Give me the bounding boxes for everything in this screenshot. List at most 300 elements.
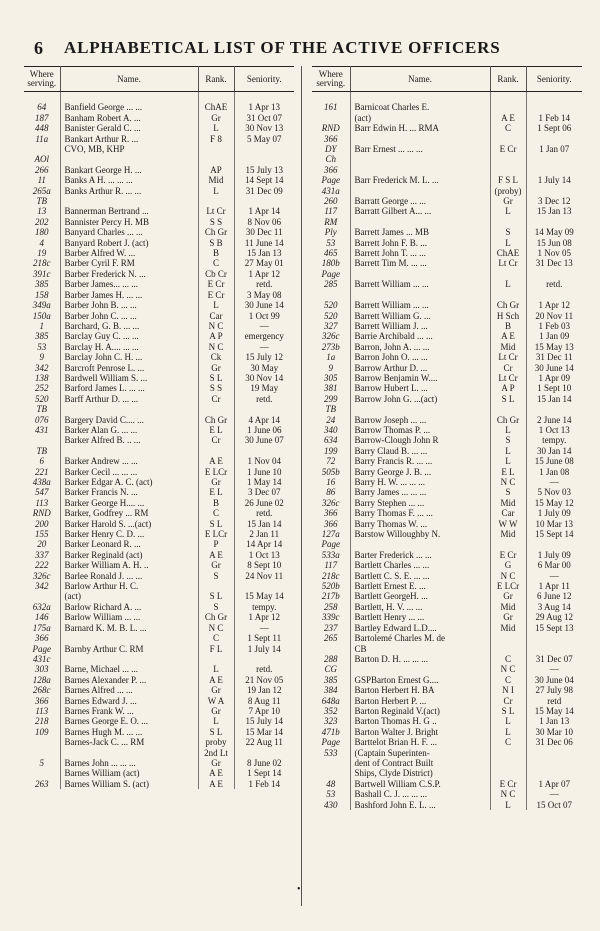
officer-row xyxy=(312,269,582,279)
officer-name-cell: Barnes Edward J. ... xyxy=(60,696,198,706)
seniority-cell xyxy=(526,404,582,414)
where-serving-cell: 431a xyxy=(312,186,350,196)
seniority-cell: 30 June 14 xyxy=(244,300,284,311)
rank-cell: Mid xyxy=(490,342,526,352)
rank-cell: A E xyxy=(490,331,526,341)
rank-cell: B xyxy=(490,321,526,331)
officer-name-cell: Barttelot Brian H. F. ... xyxy=(350,737,490,747)
where-serving-cell: 533a xyxy=(312,550,350,560)
officer-row xyxy=(312,238,582,248)
rank-cell: E L xyxy=(198,487,234,497)
officer-row xyxy=(312,789,582,799)
where-serving-cell: 533 xyxy=(312,748,350,758)
officer-name-cell: Bannerman Bertrand ... xyxy=(60,206,198,216)
officer-name-cell: Barry James ... ... ... xyxy=(350,487,490,497)
officer-name-cell: Banyard Charles ... ... xyxy=(60,227,198,237)
rank-cell xyxy=(490,644,526,654)
where-serving-cell: 326c xyxy=(24,571,60,581)
where-serving-cell: 53 xyxy=(24,342,60,352)
rank-cell: C xyxy=(198,508,234,518)
officer-name-cell: Barrow Hubert L. ... xyxy=(350,383,490,393)
officer-row xyxy=(312,581,582,591)
officer-name-cell: Barrow John G. ...(act) xyxy=(350,394,490,404)
officer-name-cell: Barry Claud B. ... ... xyxy=(350,446,490,456)
officer-row xyxy=(312,654,582,664)
officer-name-cell: Banister Gerald C. ... xyxy=(60,123,198,133)
rank-cell xyxy=(198,581,234,591)
rank-cell: F S L xyxy=(490,175,526,185)
officer-row xyxy=(312,102,582,112)
officer-name-cell: Barker George H.... ... xyxy=(60,498,198,508)
seniority-cell: 5 Nov 03 xyxy=(537,487,571,498)
rank-cell: S xyxy=(490,487,526,497)
seniority-cell: 15 Jan 13 xyxy=(247,248,282,259)
officer-row xyxy=(24,217,294,227)
where-serving-cell: Page xyxy=(312,269,350,279)
seniority-cell: 30 Nov 13 xyxy=(245,123,284,134)
officers-list-left xyxy=(24,92,294,790)
seniority-cell: 15 May 13 xyxy=(534,341,574,352)
left-column xyxy=(24,66,294,789)
rank-cell: Gr xyxy=(198,706,234,716)
rank-cell: S L xyxy=(490,394,526,404)
officer-row xyxy=(312,248,582,258)
officer-name-cell: Barter Frederick ... ... xyxy=(350,550,490,560)
where-serving-cell: 180 xyxy=(24,227,60,237)
rank-cell: Lt Cr xyxy=(490,373,526,383)
officer-name-cell: Barrett William J. ... xyxy=(350,321,490,331)
where-serving-cell: 520 xyxy=(312,311,350,321)
rank-cell: N C xyxy=(198,342,234,352)
rank-cell: Ch Gr xyxy=(198,227,234,237)
rank-cell: Cb Cr xyxy=(198,269,234,279)
officer-row xyxy=(24,591,294,601)
seniority-cell: 30 June 04 xyxy=(534,674,574,685)
rank-cell: A E xyxy=(198,768,234,778)
officer-name-cell: Banyard Robert J. (act) xyxy=(60,238,198,248)
officer-row xyxy=(312,311,582,321)
where-serving-cell: 448 xyxy=(24,123,60,133)
officer-row xyxy=(24,342,294,352)
where-serving-cell: 48 xyxy=(312,779,350,789)
officer-name-cell: Barrett John T. ... ... xyxy=(350,248,490,258)
officer-name-cell: Barton Herbert H. BA xyxy=(350,685,490,695)
rank-cell: S xyxy=(490,227,526,237)
officer-row xyxy=(312,134,582,144)
officer-name-cell xyxy=(350,134,490,144)
officer-row xyxy=(24,685,294,695)
where-serving-cell: TB xyxy=(312,404,350,414)
where-serving-cell: AOl xyxy=(24,154,60,164)
rank-cell xyxy=(490,134,526,144)
where-serving-cell: 632a xyxy=(24,602,60,612)
officer-name-cell: Banks A H. ... ... ... xyxy=(60,175,198,185)
officer-name-cell: Barr Ernest ... ... ... xyxy=(350,144,490,154)
seniority-cell: 31 Dec 09 xyxy=(245,185,283,196)
officer-row xyxy=(312,539,582,549)
rank-cell: Cr xyxy=(490,363,526,373)
where-serving-cell: 218 xyxy=(24,716,60,726)
seniority-cell: retd. xyxy=(256,279,273,290)
where-serving-cell: 117 xyxy=(312,206,350,216)
seniority-cell: — xyxy=(259,622,269,633)
rank-cell: S L xyxy=(198,373,234,383)
rank-cell: L xyxy=(198,664,234,674)
seniority-cell: retd. xyxy=(256,664,273,675)
seniority-cell xyxy=(526,269,582,279)
where-serving-cell: 342 xyxy=(24,363,60,373)
rank-cell: G xyxy=(490,560,526,570)
officer-name-cell: Barrow Thomas P. ... xyxy=(350,425,490,435)
seniority-cell: 1 Feb 14 xyxy=(248,778,280,789)
officer-name-cell xyxy=(60,196,198,206)
seniority-cell: 7 Apr 10 xyxy=(248,705,280,716)
officer-row xyxy=(24,331,294,341)
officer-name-cell: Bankart Arthur R. ... xyxy=(60,134,198,144)
officer-row xyxy=(24,758,294,768)
rank-cell xyxy=(490,154,526,164)
seniority-cell: 15 Oct 07 xyxy=(536,799,572,810)
officer-name-cell xyxy=(350,664,490,674)
where-serving-cell: 299 xyxy=(312,394,350,404)
officer-row xyxy=(312,383,582,393)
officer-row xyxy=(24,779,294,789)
officer-row xyxy=(312,477,582,487)
officer-name-cell: Barnes-Jack C. ... RM xyxy=(60,737,198,747)
seniority-cell: tempy. xyxy=(252,601,277,612)
officer-row xyxy=(24,727,294,737)
rank-cell: B xyxy=(198,498,234,508)
header-name: Name. xyxy=(60,67,198,92)
rank-cell: C xyxy=(490,123,526,133)
rank-cell: Mid xyxy=(490,602,526,612)
rank-cell: L xyxy=(490,425,526,435)
seniority-cell: 15 July 14 xyxy=(245,716,283,727)
officer-row xyxy=(24,134,294,144)
officer-row xyxy=(24,373,294,383)
officer-name-cell: Barker Andrew ... ... xyxy=(60,456,198,466)
where-serving-cell xyxy=(24,748,60,758)
officer-name-cell: Bannister Percy H. MB xyxy=(60,217,198,227)
seniority-cell: 31 Dec 07 xyxy=(535,653,573,664)
where-serving-cell: 199 xyxy=(312,446,350,456)
where-serving-cell: 340 xyxy=(312,425,350,435)
right-column xyxy=(312,66,582,810)
officer-row xyxy=(312,612,582,622)
where-serving-cell: RM xyxy=(312,217,350,227)
seniority-cell: 15 Jan 14 xyxy=(537,393,572,404)
rank-cell: E Cr xyxy=(490,550,526,560)
rank-cell: F 8 xyxy=(198,134,234,144)
rank-cell xyxy=(490,217,526,227)
rank-cell: Lt Cr xyxy=(490,258,526,268)
officer-name-cell: Barlow William ... ... xyxy=(60,612,198,622)
officers-table-right xyxy=(312,66,582,810)
where-serving-cell: RND xyxy=(24,508,60,518)
rank-cell: Mid xyxy=(490,623,526,633)
rank-cell: B xyxy=(198,248,234,258)
rank-cell: L xyxy=(490,456,526,466)
officer-row xyxy=(24,519,294,529)
rank-cell: Lt Cr xyxy=(490,352,526,362)
officer-name-cell: (act) xyxy=(60,591,198,601)
rank-cell: Ch Gr xyxy=(490,300,526,310)
officer-name-cell: Barton D. H. ... ... ... xyxy=(350,654,490,664)
where-serving-cell xyxy=(24,768,60,778)
officer-row xyxy=(312,602,582,612)
where-serving-cell: Ch xyxy=(312,154,350,164)
officer-name-cell: Barlow Richard A. ... xyxy=(60,602,198,612)
officer-row xyxy=(312,508,582,518)
seniority-cell: 1 Jan 07 xyxy=(539,144,570,155)
officer-name-cell: Bashall C. J. ... ... ... xyxy=(350,789,490,799)
seniority-cell: 1 Nov 04 xyxy=(247,456,281,467)
seniority-cell: 30 June 14 xyxy=(534,362,574,373)
rank-cell: A P xyxy=(198,331,234,341)
officer-row xyxy=(312,633,582,643)
officer-name-cell: Barnes William (act) xyxy=(60,768,198,778)
seniority-cell: — xyxy=(549,789,559,800)
officer-name-cell: Barron, John A. ... ... xyxy=(350,342,490,352)
officer-name-cell: Barber Cyril F. RM xyxy=(60,258,198,268)
rank-cell: L xyxy=(198,300,234,310)
officer-row xyxy=(312,737,582,747)
rank-cell: Car xyxy=(198,311,234,321)
seniority-cell xyxy=(526,539,582,549)
seniority-cell: 1 July 14 xyxy=(247,643,281,654)
officer-row xyxy=(312,279,582,289)
header-seniority: Seniority. xyxy=(526,67,582,92)
seniority-cell: 15 May 12 xyxy=(534,497,574,508)
rank-cell: N C xyxy=(198,623,234,633)
rank-cell xyxy=(490,768,526,778)
seniority-cell: 8 Sept 10 xyxy=(247,560,282,571)
seniority-cell: 15 Jun 08 xyxy=(536,237,572,248)
where-serving-cell: 9 xyxy=(312,363,350,373)
rank-cell: N C xyxy=(198,321,234,331)
officer-name-cell: Barclay Guy C. ... ... xyxy=(60,331,198,341)
seniority-cell: 3 Aug 14 xyxy=(537,601,571,612)
seniority-cell xyxy=(234,581,294,591)
seniority-cell: 1 Apr 14 xyxy=(248,206,280,217)
seniority-cell: 1 Apr 12 xyxy=(248,268,280,279)
rank-cell: ChAE xyxy=(198,102,234,112)
where-serving-cell xyxy=(312,644,350,654)
where-serving-cell: 337 xyxy=(24,550,60,560)
officer-name-cell: Barclay H. A.... ... ... xyxy=(60,342,198,352)
officer-name-cell: Barker Alan G. ... ... xyxy=(60,425,198,435)
officer-name-cell: Barford James L. ... ... xyxy=(60,383,198,393)
seniority-cell xyxy=(526,748,582,758)
where-serving-cell: 222 xyxy=(24,560,60,570)
officer-name-cell: Barry Thomas W. ... xyxy=(350,519,490,529)
rank-cell xyxy=(490,92,526,103)
where-serving-cell: 86 xyxy=(312,487,350,497)
seniority-cell: 1 May 14 xyxy=(247,477,282,488)
rank-cell xyxy=(490,633,526,643)
officer-name-cell: Barnes Alexander P. ... xyxy=(60,675,198,685)
rank-cell: E LCr xyxy=(198,467,234,477)
where-serving-cell: 431 xyxy=(24,425,60,435)
where-serving-cell: 180b xyxy=(312,258,350,268)
officer-name-cell: Barker, Godfrey ... RM xyxy=(60,508,198,518)
rank-cell: Cr xyxy=(198,435,234,445)
officer-row xyxy=(24,154,294,164)
where-serving-cell: Page xyxy=(24,644,60,654)
rank-cell: Gr xyxy=(198,758,234,768)
where-serving-cell: 161 xyxy=(312,102,350,112)
officer-row xyxy=(312,768,582,778)
where-serving-cell: 221 xyxy=(24,467,60,477)
seniority-cell: 1 Apr 12 xyxy=(248,612,280,623)
seniority-cell xyxy=(234,92,294,103)
officer-name-cell: Barrow Benjamin W.... xyxy=(350,373,490,383)
seniority-cell xyxy=(526,644,582,654)
rank-cell: W W xyxy=(490,519,526,529)
officer-name-cell: Bartwell William C.S.P. xyxy=(350,779,490,789)
officer-row xyxy=(24,311,294,321)
rank-cell: Cr xyxy=(198,394,234,404)
officer-name-cell: Barker Leonard R. ... xyxy=(60,539,198,549)
officer-row xyxy=(312,227,582,237)
officer-row xyxy=(312,415,582,425)
seniority-cell: 1 Jan 09 xyxy=(539,331,570,342)
where-serving-cell: 11 xyxy=(24,175,60,185)
rank-cell: C xyxy=(198,633,234,643)
where-serving-cell: 323 xyxy=(312,716,350,726)
rank-cell: A E xyxy=(198,675,234,685)
rank-cell: Gr xyxy=(490,196,526,206)
where-serving-cell: 237 xyxy=(312,623,350,633)
rank-cell xyxy=(490,269,526,279)
officer-row xyxy=(312,758,582,768)
where-serving-cell: 6 xyxy=(24,456,60,466)
rank-cell: E L xyxy=(490,467,526,477)
rank-cell: Ck xyxy=(198,352,234,362)
officer-row xyxy=(312,467,582,477)
officer-row xyxy=(312,706,582,716)
where-serving-cell: 366 xyxy=(24,696,60,706)
officer-row xyxy=(312,435,582,445)
rank-cell: S xyxy=(490,435,526,445)
where-serving-cell: 285 xyxy=(312,279,350,289)
officer-name-cell: Barrow Arthur D. ... xyxy=(350,363,490,373)
header-where-serving: Where serving. xyxy=(24,67,60,92)
officer-row xyxy=(312,300,582,310)
seniority-cell xyxy=(526,165,582,175)
column-divider xyxy=(301,66,302,906)
officer-name-cell: Barnicoat Charles E. xyxy=(350,102,490,112)
rank-cell: L xyxy=(198,186,234,196)
where-serving-cell: 187 xyxy=(24,113,60,123)
officer-row xyxy=(24,175,294,185)
officer-row xyxy=(312,779,582,789)
rank-cell: ChAE xyxy=(490,248,526,258)
rank-cell: Gr xyxy=(198,685,234,695)
seniority-cell: 15 Jan 14 xyxy=(247,518,282,529)
officer-name-cell: Bartlett C. S. E. ... ... xyxy=(350,571,490,581)
officer-row xyxy=(24,238,294,248)
rank-cell: L xyxy=(198,716,234,726)
where-serving-cell: 520 xyxy=(312,300,350,310)
rank-cell: A E xyxy=(198,456,234,466)
where-serving-cell: 53 xyxy=(312,238,350,248)
officer-row xyxy=(24,737,294,747)
where-serving-cell xyxy=(24,144,60,154)
where-serving-cell: 202 xyxy=(24,217,60,227)
rank-cell: C xyxy=(490,737,526,747)
officer-name-cell: Barker Harold S. ...(act) xyxy=(60,519,198,529)
rank-cell: Ch Gr xyxy=(198,415,234,425)
seniority-cell xyxy=(526,134,582,144)
officer-row xyxy=(312,321,582,331)
officer-row xyxy=(24,612,294,622)
where-serving-cell: 127a xyxy=(312,529,350,539)
officer-name-cell: Barnby Arthur C. RM xyxy=(60,644,198,654)
officer-row xyxy=(312,425,582,435)
officer-row xyxy=(312,373,582,383)
officer-row xyxy=(24,258,294,268)
officer-row xyxy=(312,217,582,227)
seniority-cell: tempy. xyxy=(542,435,567,446)
officer-name-cell: Barber Frederick N. ... xyxy=(60,269,198,279)
seniority-cell: 30 June 07 xyxy=(244,435,284,446)
seniority-cell: 31 Dec 06 xyxy=(535,737,573,748)
seniority-cell: 1 Apr 13 xyxy=(248,102,280,113)
where-serving-cell: 505b xyxy=(312,467,350,477)
where-serving-cell: 431c xyxy=(24,654,60,664)
officer-name-cell: Barnes Frank W. ... xyxy=(60,706,198,716)
seniority-cell: 3 Dec 07 xyxy=(248,487,281,498)
where-serving-cell: 391c xyxy=(24,269,60,279)
header-rank: Rank. xyxy=(490,67,526,92)
seniority-cell xyxy=(526,758,582,768)
seniority-cell: 22 Aug 11 xyxy=(245,737,283,748)
seniority-cell: 19 Jan 12 xyxy=(247,685,282,696)
seniority-cell: 30 May xyxy=(250,362,279,373)
rank-cell: 2nd Lt xyxy=(198,748,234,758)
where-serving-cell: 381 xyxy=(312,383,350,393)
where-serving-cell: TB xyxy=(24,196,60,206)
seniority-cell xyxy=(526,290,582,300)
seniority-cell: 6 Mar 00 xyxy=(537,560,571,571)
rank-cell: Mid xyxy=(490,498,526,508)
rank-cell: A E xyxy=(490,113,526,123)
officer-name-cell: CB xyxy=(350,644,490,654)
officer-row xyxy=(24,363,294,373)
seniority-cell xyxy=(526,186,582,196)
seniority-cell: 27 July 98 xyxy=(535,685,573,696)
seniority-cell: 14 May 09 xyxy=(534,227,574,238)
rank-cell xyxy=(490,165,526,175)
where-serving-cell xyxy=(24,591,60,601)
officer-row xyxy=(312,394,582,404)
officer-name-cell: Bartlett Henry ... ... xyxy=(350,612,490,622)
officer-row xyxy=(24,706,294,716)
officer-name-cell: Bartolemé Charles M. de xyxy=(350,633,490,643)
officer-name-cell: Barnes William S. (act) xyxy=(60,779,198,789)
officer-row xyxy=(24,102,294,112)
rank-cell: N C xyxy=(490,477,526,487)
officer-name-cell: Bartlett, H. V. ... ... xyxy=(350,602,490,612)
officer-row xyxy=(24,560,294,570)
where-serving-cell: 260 xyxy=(312,196,350,206)
officer-name-cell: Bartley Edward L.D.... xyxy=(350,623,490,633)
officer-row xyxy=(312,571,582,581)
where-serving-cell xyxy=(312,758,350,768)
officer-name-cell: Barker Edgar A. C. (act) xyxy=(60,477,198,487)
seniority-cell: 1 Feb 14 xyxy=(538,112,570,123)
